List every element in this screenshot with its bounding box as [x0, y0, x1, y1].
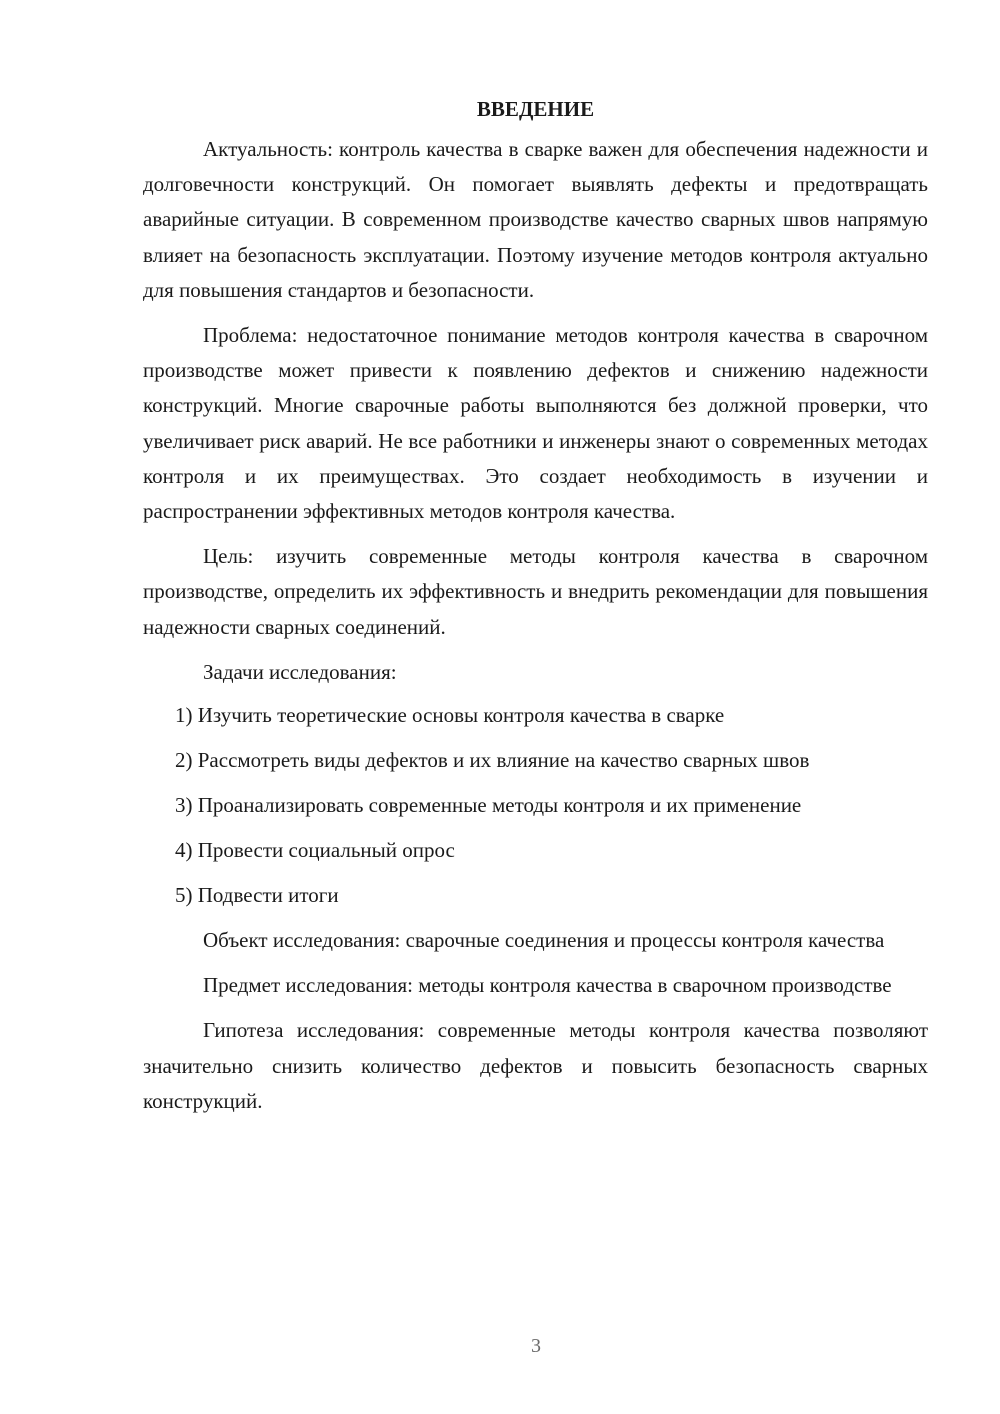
paragraph-object: Объект исследования: сварочные соединения и процессы контроля качества — [203, 928, 885, 953]
list-item: 1) Изучить теоретические основы контроля качества в сварке — [175, 703, 725, 728]
paragraph-goal: Цель: изучить современные методы контроля качества в сварочном производстве, определить их эффективность и внедрить рекомендации для повышения надежности сварных соединений. — [143, 544, 928, 639]
list-item: 2) Рассмотреть виды дефектов и их влияние на качество сварных швов — [175, 748, 810, 773]
paragraph-relevance: Актуальность: контроль качества в сварке важен для обеспечения надежности и долговечности конструкций. Он помогает выявлять дефекты и предотвращать аварийные ситуации. В современном производстве качество сварных швов напрямую влияет на безопасность эксплуатации. Поэтому изучение методов контроля актуально для повышения стандартов и безопасности. — [143, 137, 928, 302]
list-item: 4) Провести социальный опрос — [175, 838, 455, 863]
tasks-title: Задачи исследования: — [203, 659, 397, 684]
section-heading: ВВЕДЕНИЕ — [476, 97, 595, 121]
list-item: 5) Подвести итоги — [175, 883, 339, 908]
paragraph-subject: Предмет исследования: методы контроля качества в сварочном производстве — [203, 973, 892, 998]
page-number: 3 — [531, 1335, 541, 1357]
paragraph-problem: Проблема: недостаточное понимание методов контроля качества в сварочном производстве может привести к появлению дефектов и снижению надежности конструкций. Многие сварочные работы выполняются без должной проверки, что увеличивает риск аварий. Не все работники и инженеры знают о современных методах контроля и их преимуществах. Это создает необходимость в изучении и распространении эффективных методов контроля качества. — [143, 323, 928, 524]
task-list — [143, 698, 928, 913]
document-page — [143, 92, 928, 1129]
list-item: 3) Проанализировать современные методы контроля и их применение — [175, 793, 802, 818]
paragraph-hypothesis: Гипотеза исследования: современные методы контроля качества позволяют значительно снизить количество дефектов и повысить безопасность сварных конструкций. — [143, 1018, 928, 1113]
